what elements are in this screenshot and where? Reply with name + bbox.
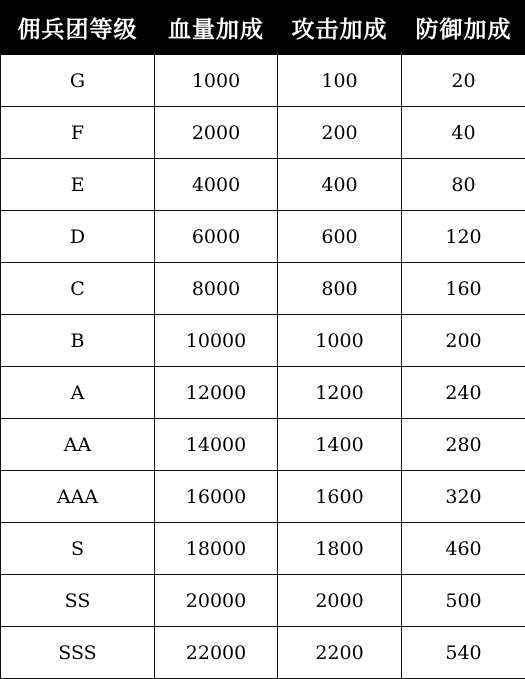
defense-bonus-cell: 540 [402,627,525,679]
defense-bonus-cell: 80 [402,159,525,211]
defense-bonus-cell: 20 [402,55,525,107]
hp-bonus-cell: 14000 [155,419,278,471]
header-mercenary-level: 佣兵团等级 [1,1,155,55]
hp-bonus-cell: 2000 [155,107,278,159]
attack-bonus-cell: 1800 [278,523,402,575]
table-row [1,575,525,627]
defense-bonus-cell: 120 [402,211,525,263]
attack-bonus-cell: 2000 [278,575,402,627]
level-cell: SS [1,575,155,627]
level-cell: D [1,211,155,263]
level-cell: AAA [1,471,155,523]
hp-bonus-cell: 6000 [155,211,278,263]
table-header [1,1,525,55]
table-row [1,419,525,471]
defense-bonus-cell: 40 [402,107,525,159]
attack-bonus-cell: 2200 [278,627,402,679]
attack-bonus-cell: 1600 [278,471,402,523]
header-defense-bonus: 防御加成 [402,1,525,55]
table-row [1,315,525,367]
attack-bonus-cell: 600 [278,211,402,263]
table-row [1,211,525,263]
attack-bonus-cell: 1400 [278,419,402,471]
hp-bonus-cell: 10000 [155,315,278,367]
hp-bonus-cell: 22000 [155,627,278,679]
level-cell: A [1,367,155,419]
table-row [1,523,525,575]
attack-bonus-cell: 400 [278,159,402,211]
hp-bonus-cell: 18000 [155,523,278,575]
hp-bonus-cell: 1000 [155,55,278,107]
defense-bonus-cell: 160 [402,263,525,315]
table-row [1,367,525,419]
hp-bonus-cell: 16000 [155,471,278,523]
table-row [1,159,525,211]
attack-bonus-cell: 1200 [278,367,402,419]
defense-bonus-cell: 500 [402,575,525,627]
header-row [1,1,525,55]
header-attack-bonus: 攻击加成 [278,1,402,55]
level-cell: B [1,315,155,367]
table-body [1,55,525,679]
table-row [1,471,525,523]
level-cell: G [1,55,155,107]
level-cell: SSS [1,627,155,679]
level-cell: E [1,159,155,211]
hp-bonus-cell: 12000 [155,367,278,419]
hp-bonus-cell: 20000 [155,575,278,627]
level-cell: AA [1,419,155,471]
defense-bonus-cell: 280 [402,419,525,471]
attack-bonus-cell: 100 [278,55,402,107]
table-row [1,627,525,679]
level-cell: C [1,263,155,315]
header-hp-bonus: 血量加成 [155,1,278,55]
attack-bonus-cell: 1000 [278,315,402,367]
attack-bonus-cell: 800 [278,263,402,315]
hp-bonus-cell: 8000 [155,263,278,315]
defense-bonus-cell: 320 [402,471,525,523]
level-cell: S [1,523,155,575]
table-row [1,107,525,159]
defense-bonus-cell: 460 [402,523,525,575]
level-cell: F [1,107,155,159]
defense-bonus-cell: 240 [402,367,525,419]
attack-bonus-cell: 200 [278,107,402,159]
table-row [1,263,525,315]
table-row [1,55,525,107]
defense-bonus-cell: 200 [402,315,525,367]
hp-bonus-cell: 4000 [155,159,278,211]
